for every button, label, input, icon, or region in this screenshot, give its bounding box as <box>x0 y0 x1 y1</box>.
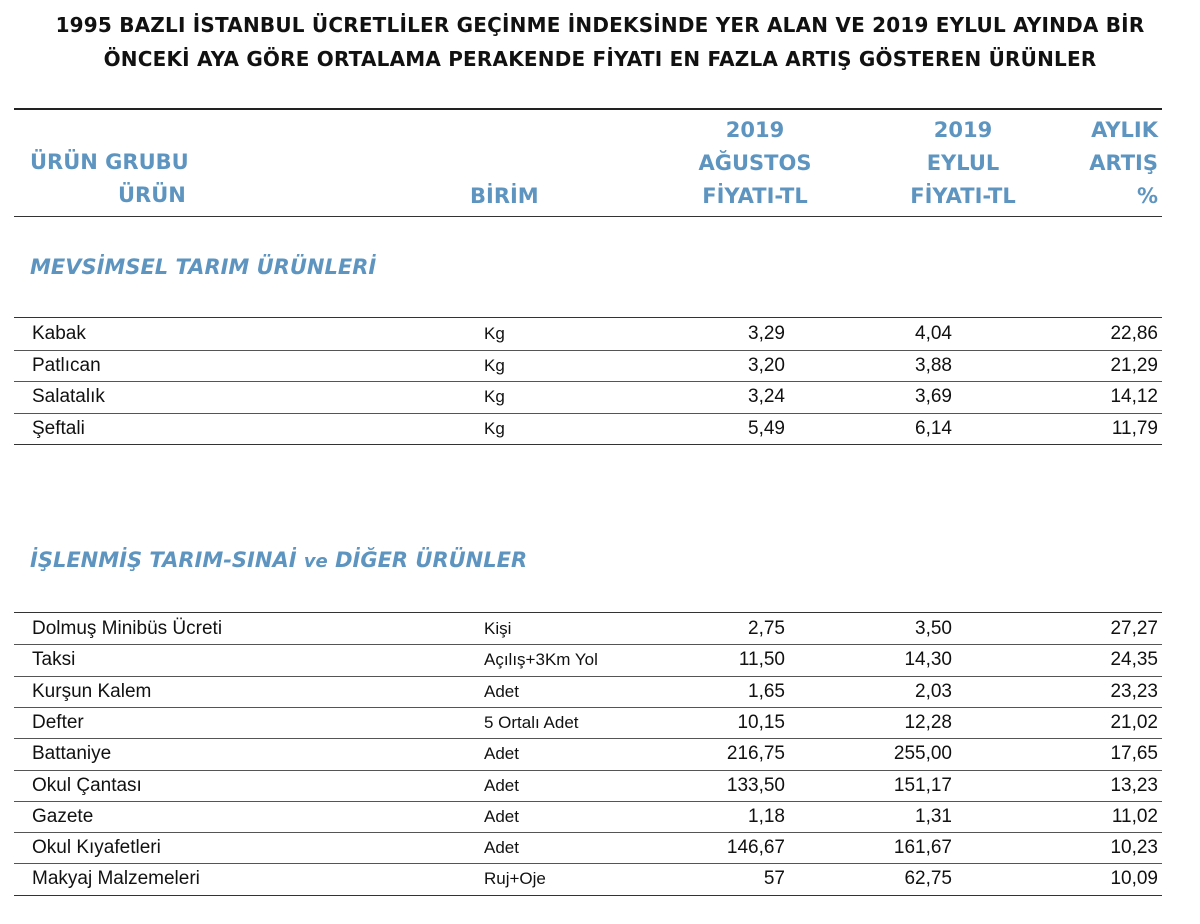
unit-cell: Kişi <box>484 619 512 638</box>
header-product-group: ÜRÜN GRUBU <box>30 150 189 174</box>
monthly-increase-cell: 17,65 <box>1110 743 1158 765</box>
section-title-processed <box>30 548 527 572</box>
product-name-cell: Dolmuş Minibüs Ücreti <box>32 618 223 639</box>
monthly-increase-cell: 13,23 <box>1110 774 1158 796</box>
september-price-cell: 3,50 <box>915 618 952 639</box>
unit-cell: Adet <box>484 744 519 764</box>
august-price-cell: 1,65 <box>748 680 785 702</box>
september-price-cell: 3,88 <box>915 354 952 376</box>
section-title-part-b: ve <box>303 551 328 572</box>
september-price-cell: 1,31 <box>915 805 952 827</box>
unit-cell: Açılış+3Km Yol <box>484 650 598 670</box>
section-bottom-rule <box>14 895 1162 896</box>
august-price-cell: 2,75 <box>748 618 785 639</box>
august-price-cell: 11,50 <box>738 649 785 671</box>
august-price-cell: 3,20 <box>748 354 785 376</box>
header-august-line-1: 2019 <box>725 118 785 142</box>
section-title-part-a: İŞLENMİŞ TARIM-SINAİ <box>30 548 297 572</box>
product-name-cell: Okul Kıyafetleri <box>32 837 161 859</box>
august-price-cell: 3,29 <box>748 323 785 344</box>
september-price-cell: 14,30 <box>904 649 952 671</box>
section-title-seasonal: MEVSİMSEL TARIM ÜRÜNLERİ <box>30 255 377 279</box>
unit-cell: 5 Ortalı Adet <box>484 712 579 732</box>
header-top-rule <box>14 108 1162 110</box>
unit-cell: Adet <box>484 806 519 826</box>
table-row <box>14 318 1162 349</box>
header-september-line-1: 2019 <box>933 118 993 142</box>
unit-cell: Adet <box>484 681 519 701</box>
product-name-cell: Kabak <box>32 323 86 344</box>
table-row <box>14 832 1162 863</box>
product-name-cell: Salatalık <box>32 386 105 407</box>
monthly-increase-cell: 11,02 <box>1111 805 1158 827</box>
product-name-cell: Okul Çantası <box>32 774 142 796</box>
september-price-cell: 6,14 <box>915 417 952 439</box>
table-row <box>14 413 1162 444</box>
product-name-cell: Makyaj Malzemeleri <box>32 868 200 890</box>
table-row <box>14 676 1162 707</box>
monthly-increase-cell: 10,23 <box>1110 837 1158 859</box>
september-price-cell: 161,67 <box>893 837 952 859</box>
august-price-cell: 1,18 <box>748 805 785 827</box>
table-row <box>14 707 1162 738</box>
header-september-price <box>888 114 1038 213</box>
table-row <box>14 350 1162 381</box>
september-price-cell: 3,69 <box>915 386 952 407</box>
product-name-cell: Battaniye <box>32 743 112 765</box>
table-row <box>14 613 1162 644</box>
product-name-cell: Kurşun Kalem <box>32 680 152 702</box>
monthly-increase-cell: 24,35 <box>1110 649 1158 671</box>
unit-cell: Ruj+Oje <box>484 869 546 889</box>
august-price-cell: 5,49 <box>748 417 785 439</box>
header-increase-line-2: ARTIŞ <box>1089 151 1158 175</box>
header-bottom-rule <box>14 216 1162 217</box>
august-price-cell: 146,67 <box>726 837 785 859</box>
table-row <box>14 801 1162 832</box>
page-title <box>0 8 1200 76</box>
product-name-cell: Gazete <box>32 805 94 827</box>
product-name-cell: Patlıcan <box>32 354 101 376</box>
header-september-line-3: FİYATI-TL <box>910 184 1016 208</box>
unit-cell: Kg <box>484 324 505 343</box>
unit-cell: Kg <box>484 418 505 438</box>
august-price-cell: 133,50 <box>726 774 785 796</box>
september-price-cell: 62,75 <box>904 868 952 890</box>
august-price-cell: 3,24 <box>748 386 785 407</box>
monthly-increase-cell: 22,86 <box>1110 323 1158 344</box>
header-increase-line-1: AYLIK <box>1091 118 1158 142</box>
header-unit: BİRİM <box>470 184 539 208</box>
section-title-part-c: DİĞER ÜRÜNLER <box>335 548 528 572</box>
monthly-increase-cell: 14,12 <box>1110 386 1158 407</box>
header-august-line-2: AĞUSTOS <box>698 151 812 175</box>
table-row <box>14 381 1162 412</box>
september-price-cell: 151,17 <box>893 774 952 796</box>
monthly-increase-cell: 21,29 <box>1110 354 1158 376</box>
header-august-line-3: FİYATI-TL <box>702 184 808 208</box>
header-product: ÜRÜN <box>118 183 186 207</box>
header-monthly-increase <box>1040 114 1158 213</box>
title-line-1: 1995 BAZLI İSTANBUL ÜCRETLİLER GEÇİNME İNDEKSİNDE YER ALAN VE 2019 EYLUL AYINDA BİR <box>55 13 1145 37</box>
section-bottom-rule <box>14 444 1162 445</box>
unit-cell: Kg <box>484 387 505 406</box>
unit-cell: Adet <box>484 838 519 858</box>
september-price-cell: 255,00 <box>893 743 952 765</box>
unit-cell: Adet <box>484 775 519 795</box>
table-row <box>14 644 1162 675</box>
august-price-cell: 10,15 <box>737 711 785 733</box>
product-name-cell: Taksi <box>32 649 76 671</box>
september-price-cell: 12,28 <box>904 711 952 733</box>
unit-cell: Kg <box>484 355 505 375</box>
table-row <box>14 738 1162 769</box>
september-price-cell: 4,04 <box>915 323 952 344</box>
product-name-cell: Defter <box>32 711 84 733</box>
table-row <box>14 770 1162 801</box>
header-august-price <box>680 114 830 213</box>
monthly-increase-cell: 21,02 <box>1110 711 1158 733</box>
monthly-increase-cell: 23,23 <box>1110 680 1158 702</box>
september-price-cell: 2,03 <box>915 680 952 702</box>
august-price-cell: 57 <box>763 868 785 890</box>
monthly-increase-cell: 27,27 <box>1110 618 1158 639</box>
monthly-increase-cell: 10,09 <box>1110 868 1158 890</box>
monthly-increase-cell: 11,79 <box>1111 417 1158 439</box>
table-row <box>14 863 1162 894</box>
title-line-2: ÖNCEKİ AYA GÖRE ORTALAMA PERAKENDE FİYATI EN FAZLA ARTIŞ GÖSTEREN ÜRÜNLER <box>103 47 1097 71</box>
august-price-cell: 216,75 <box>726 743 785 765</box>
product-name-cell: Şeftali <box>32 417 85 439</box>
header-september-line-2: EYLUL <box>926 151 1000 175</box>
header-increase-line-3: % <box>1136 184 1158 208</box>
